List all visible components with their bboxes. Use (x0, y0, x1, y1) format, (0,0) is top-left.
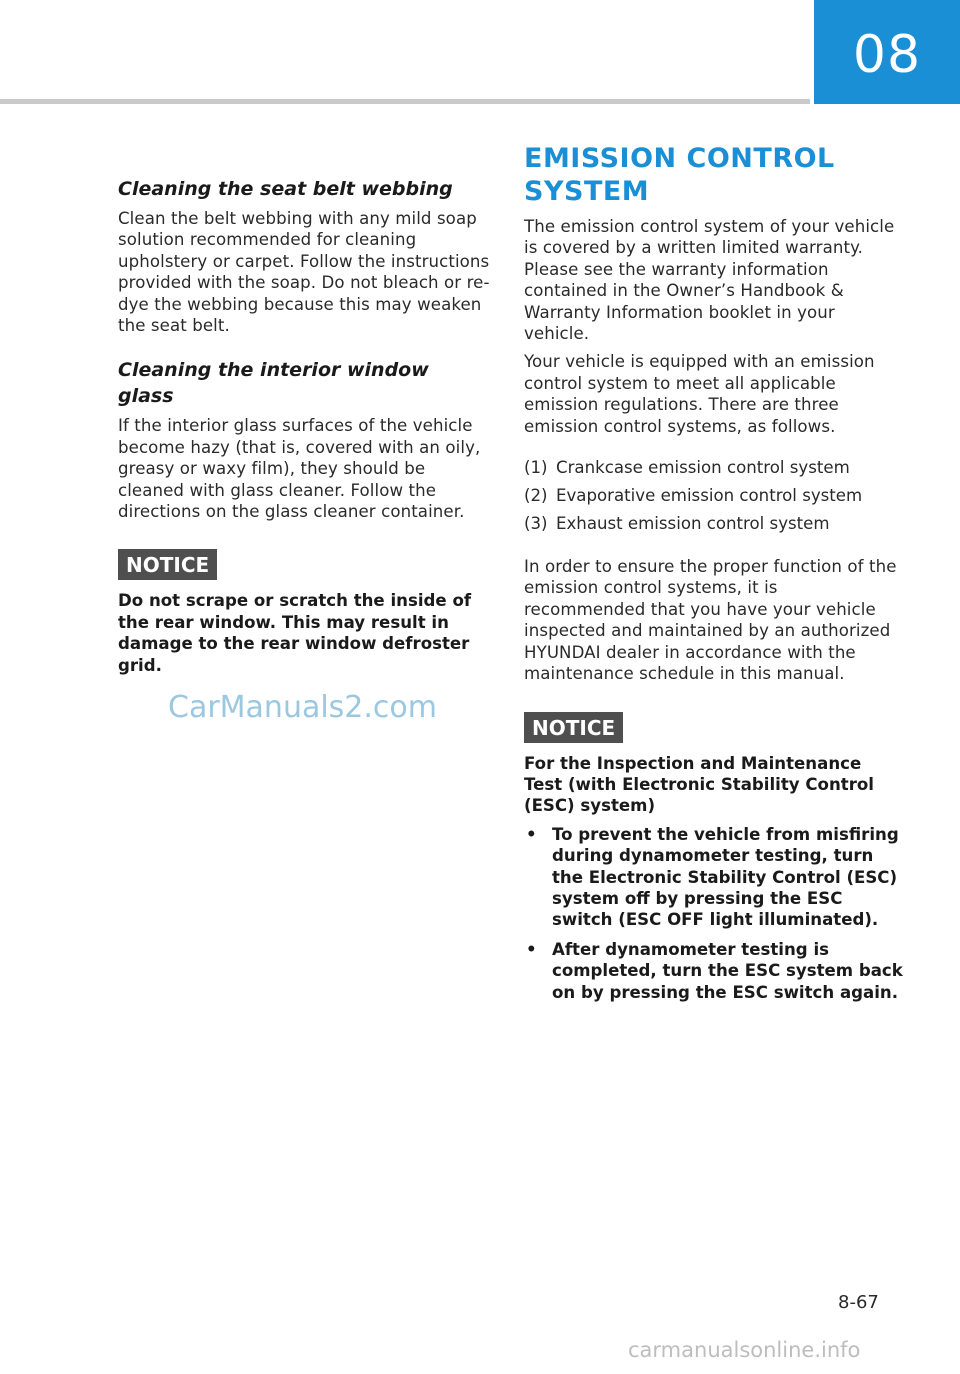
watermark: CarManuals2.com (168, 690, 438, 725)
chapter-tab (814, 0, 960, 104)
notice-text: Do not scrape or scratch the inside of the rear window. This may result in damage to the rear window defroster grid. (118, 591, 472, 675)
list-item: (1) Crankcase emission control system (524, 458, 850, 478)
list-item: (3) Exhaust emission control system (524, 514, 830, 534)
notice-badge: NOTICE (524, 712, 623, 743)
notice-bullets (524, 824, 904, 1003)
list-item: • To prevent the vehicle from misfiring during dynamometer testing, turn the Electronic Stability Control (ESC) system off by pressing the ESC switch (ESC OFF light illuminated). (526, 824, 899, 930)
section-title: EMISSION CONTROL SYSTEM (524, 143, 835, 207)
bullet-icon: • (526, 824, 537, 844)
window-glass-heading: Cleaning the interior window glass (118, 359, 429, 408)
page-number: 8-67 (838, 1292, 879, 1313)
right-column (524, 142, 904, 1011)
seat-belt-heading: Cleaning the seat belt webbing (118, 178, 453, 200)
notice-intro: For the Inspection and Maintenance Test (with Electronic Stability Control (ESC) system) (524, 753, 874, 816)
seat-belt-paragraph: Clean the belt webbing with any mild soap solution recommended for cleaning upholstery or carpet. Follow the instructions provided with the soap. Do not bleach or re-dye the webbing because this may weaken the seat belt. (118, 209, 490, 336)
emission-paragraph-3: In order to ensure the proper function of the emission control systems, it is recommended that you have your vehicle inspected and maintained by an authorized HYUNDAI dealer in accordance with the maintenance schedule in this manual. (524, 557, 897, 684)
notice-badge: NOTICE (118, 549, 217, 580)
footer-watermark: carmanualsonline.info (628, 1338, 861, 1362)
list-item: (2) Evaporative emission control system (524, 486, 863, 506)
chapter-number: 08 (852, 25, 922, 85)
window-glass-paragraph: If the interior glass surfaces of the vehicle become hazy (that is, covered with an oily, greasy or waxy film), they should be cleaned with glass cleaner. Follow the directions on the glass cleaner container. (118, 416, 481, 522)
left-column (118, 176, 490, 683)
emission-paragraph-1: The emission control system of your vehicle is covered by a written limited warranty. Please see the warranty information contained in the Owner’s Handbook & Warranty Information booklet in your vehicle. (524, 217, 895, 344)
emission-paragraph-2: Your vehicle is equipped with an emission control system to meet all applicable emission regulations. There are three emission control systems, as follows. (524, 352, 875, 436)
emission-systems-list (524, 457, 904, 534)
bullet-icon: • (526, 939, 537, 959)
header-rule (0, 99, 810, 104)
list-item: • After dynamometer testing is completed, turn the ESC system back on by pressing the ESC switch again. (526, 939, 903, 1002)
